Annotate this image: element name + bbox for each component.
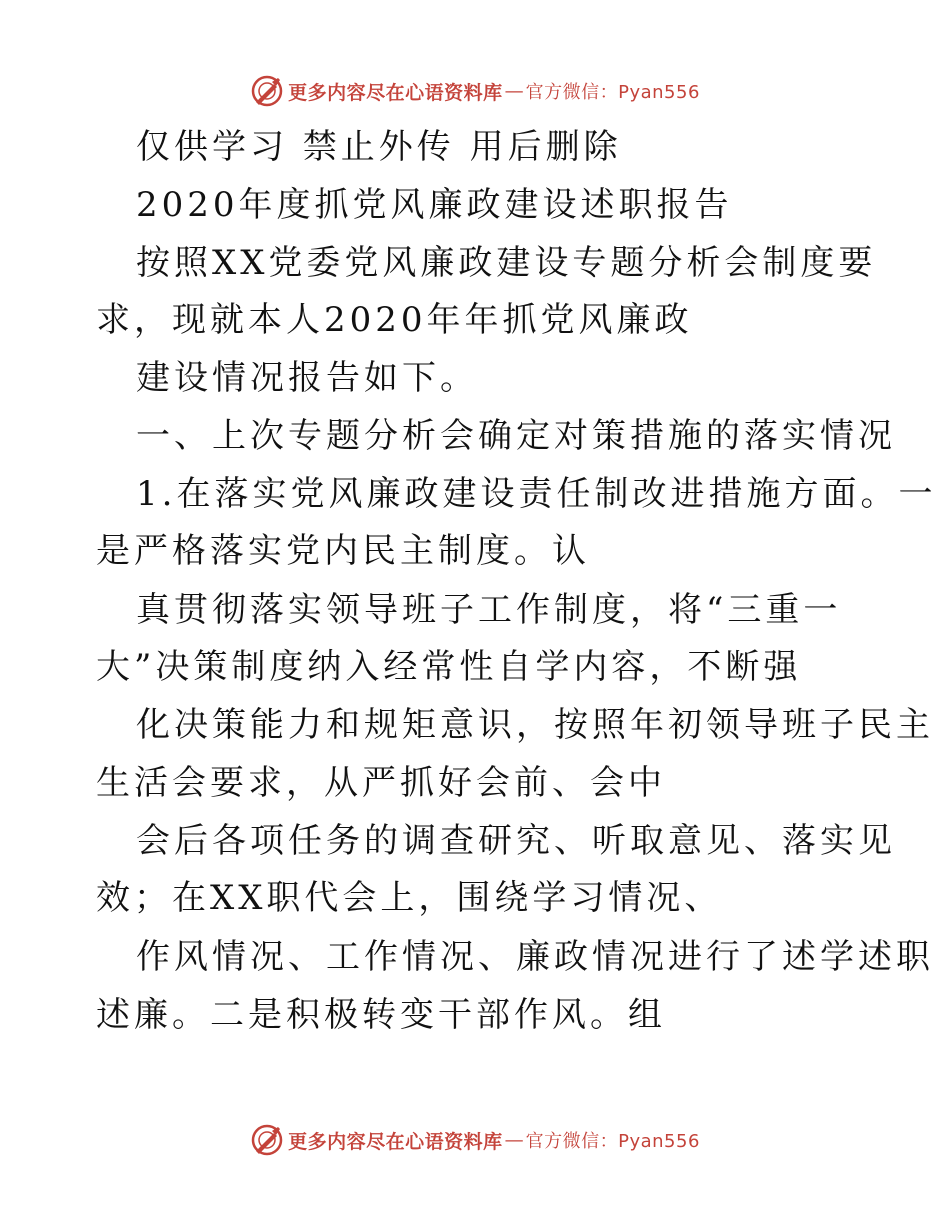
- doc-line: 1.在落实党风廉政建设责任制改进措施方面。一: [136, 474, 937, 514]
- banner-dash: —: [504, 1129, 524, 1151]
- banner-wechat-text: 官方微信：Pyan556: [525, 82, 700, 103]
- doc-line: 大”决策制度纳入经常性自学内容，不断强: [96, 647, 802, 687]
- brand-logo-icon: [250, 1123, 284, 1157]
- header-watermark-banner: [0, 71, 950, 111]
- banner-brand-text: 更多内容尽在心语资料库: [288, 1130, 503, 1153]
- doc-line: 生活会要求，从严抓好会前、会中: [96, 763, 666, 803]
- doc-line: 会后各项任务的调查研究、听取意见、落实见: [136, 821, 896, 861]
- banner-dash: —: [504, 80, 524, 102]
- footer-watermark-banner: [0, 1120, 950, 1160]
- banner-brand-text: 更多内容尽在心语资料库: [288, 81, 503, 104]
- doc-line: 求，现就本人2020年年抓党风廉政: [96, 300, 693, 340]
- doc-line: 仅供学习 禁止外传 用后删除: [136, 127, 622, 167]
- doc-line: 效；在XX职代会上，围绕学习情况、: [96, 878, 723, 918]
- doc-line: 述廉。二是积极转变干部作风。组: [96, 995, 666, 1035]
- banner-wechat-text: 官方微信：Pyan556: [525, 1131, 700, 1152]
- doc-section-heading: 一、上次专题分析会确定对策措施的落实情况: [136, 416, 896, 456]
- doc-line: 按照XX党委党风廉政建设专题分析会制度要: [136, 243, 877, 283]
- doc-line: 作风情况、工作情况、廉政情况进行了述学述职: [136, 937, 934, 977]
- brand-logo-icon: [250, 74, 284, 108]
- doc-line: 真贯彻落实领导班子工作制度，将“三重一: [136, 590, 842, 630]
- doc-title: 2020年度抓党风廉政建设述职报告: [136, 185, 733, 225]
- doc-line: 建设情况报告如下。: [136, 358, 478, 398]
- doc-line: 是严格落实党内民主制度。认: [96, 531, 590, 571]
- doc-line: 化决策能力和规矩意识，按照年初领导班子民主: [136, 705, 934, 745]
